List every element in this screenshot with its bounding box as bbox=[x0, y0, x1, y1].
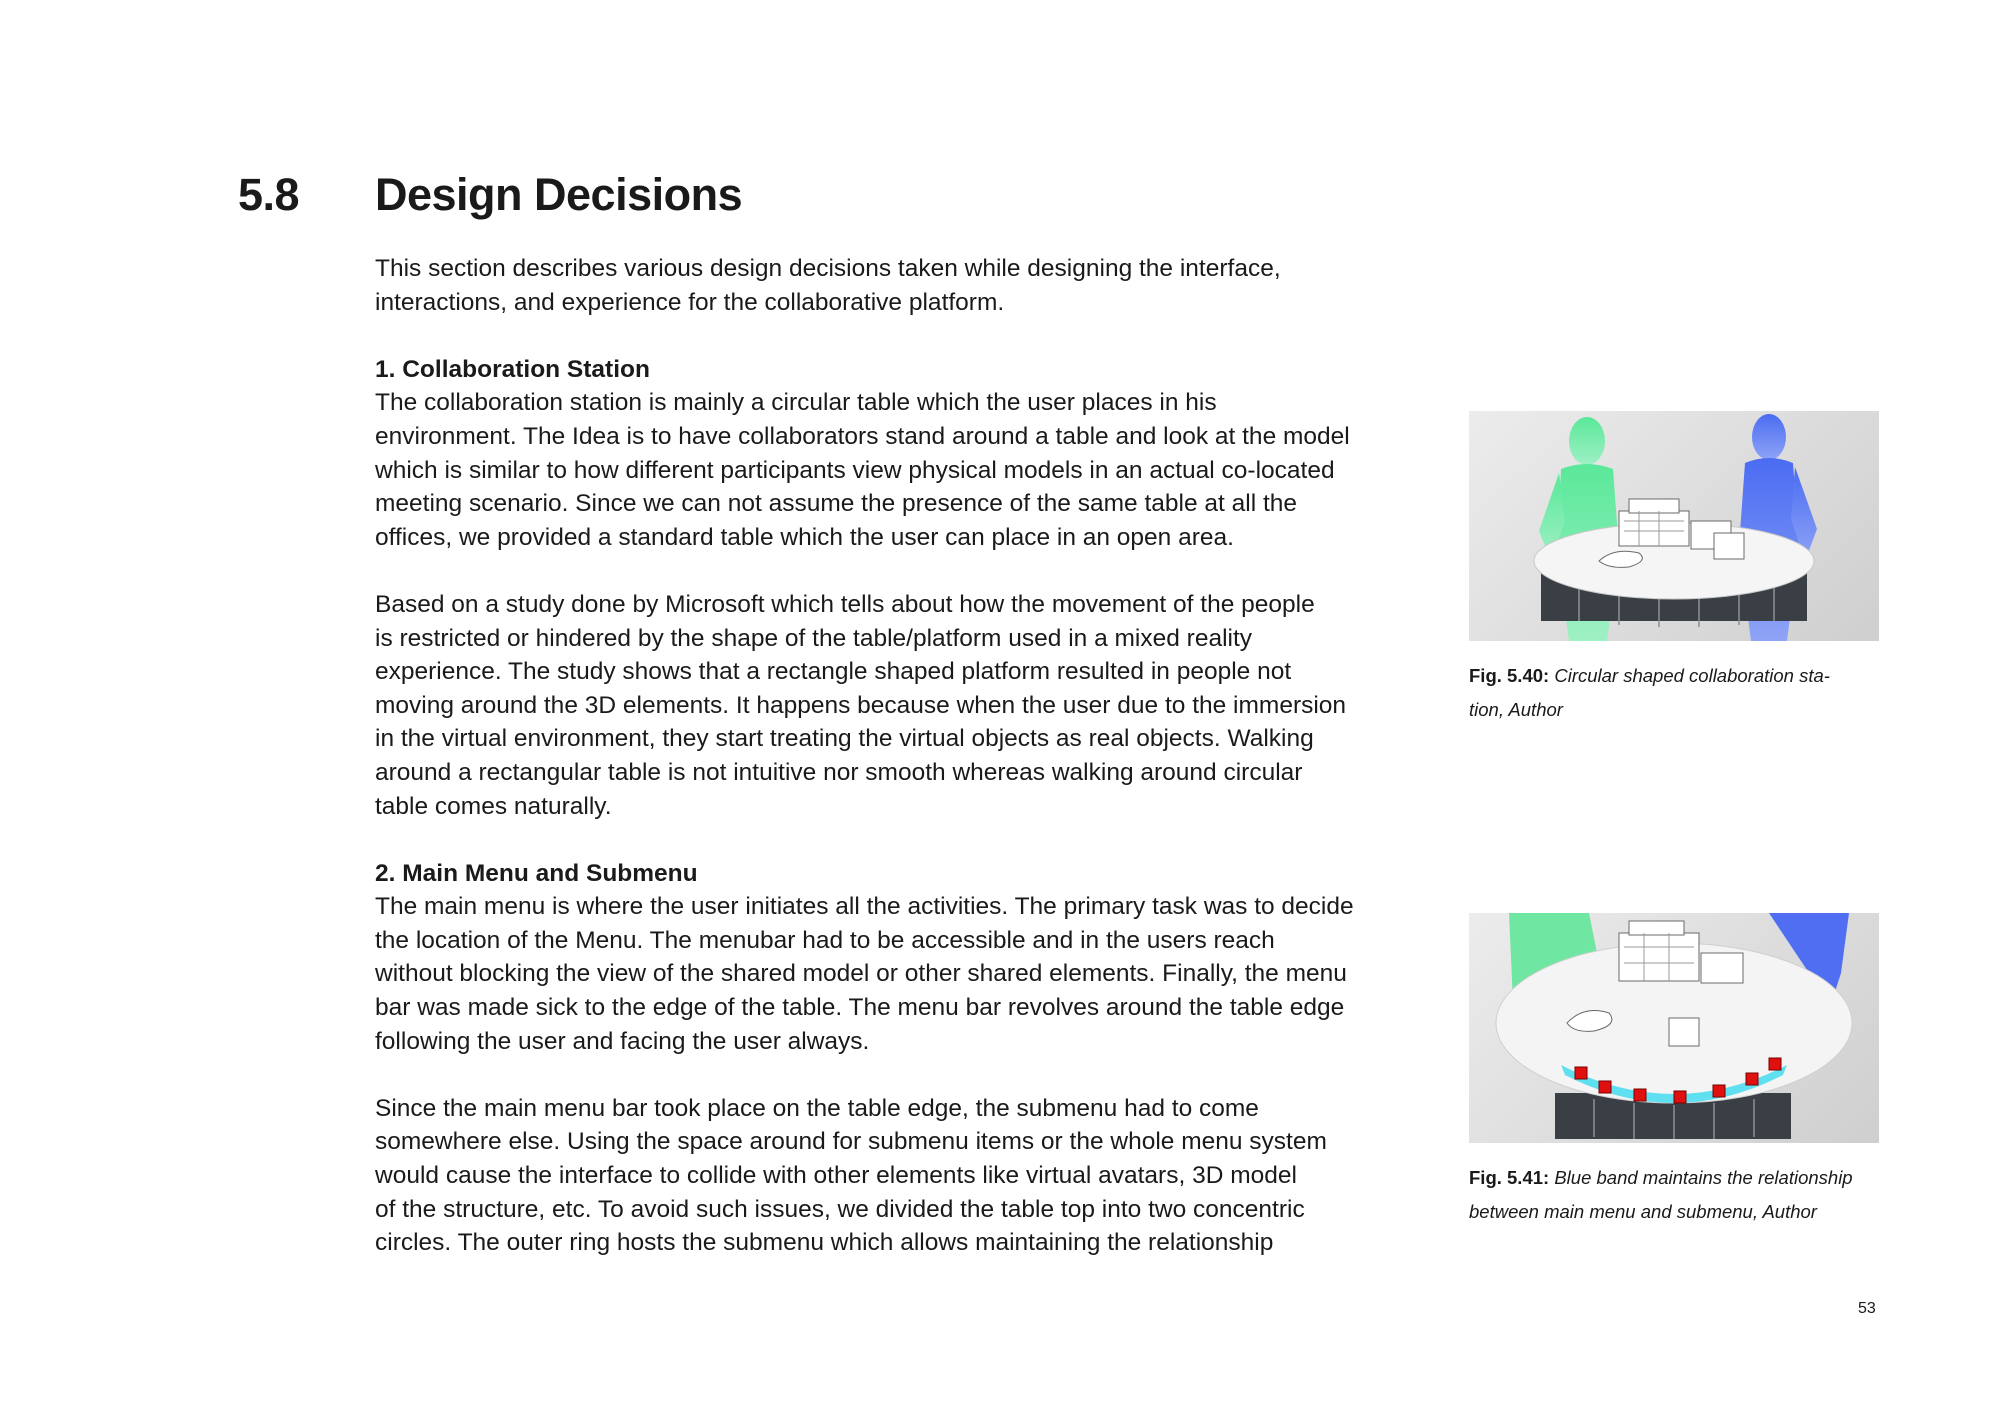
figure-label: Fig. 5.40: bbox=[1469, 665, 1550, 686]
text-line: This section describes various design decisions taken while designing the interface, bbox=[375, 255, 1281, 282]
caption-line bbox=[1469, 1161, 1879, 1195]
text-line: Based on a study done by Microsoft which tells about how the movement of the people bbox=[375, 590, 1315, 618]
subsection-heading-main-menu: 2. Main Menu and Submenu bbox=[375, 859, 698, 887]
text-line: The collaboration station is mainly a circular table which the user places in his bbox=[375, 389, 1217, 417]
text-line: somewhere else. Using the space around for submenu items or the whole menu system bbox=[375, 1128, 1327, 1156]
text-line: environment. The Idea is to have collaborators stand around a table and look at the model bbox=[375, 422, 1350, 450]
text-line: following the user and facing the user always. bbox=[375, 1027, 870, 1055]
body-text bbox=[375, 252, 1355, 1293]
submenu-band-render bbox=[1469, 913, 1879, 1143]
figure-5-41 bbox=[1469, 913, 1879, 1228]
page-number: 53 bbox=[1858, 1300, 1876, 1317]
text-line: in the virtual environment, they start treating the virtual objects as real objects. Walking bbox=[375, 725, 1314, 753]
figure-caption bbox=[1469, 659, 1879, 726]
caption-text: Blue band maintains the relationship bbox=[1554, 1167, 1853, 1188]
text-line: interactions, and experience for the collaborative platform. bbox=[375, 288, 1005, 316]
section-number: 5.8 bbox=[238, 169, 300, 220]
collaboration-station-render bbox=[1469, 411, 1879, 641]
text-line: circles. The outer ring hosts the submenu which allows maintaining the relationship bbox=[375, 1229, 1274, 1257]
caption-text: between main menu and submenu, Author bbox=[1469, 1200, 1817, 1222]
text-line: bar was made sick to the edge of the table. The menu bar revolves around the table edge bbox=[375, 994, 1345, 1022]
text-line: Since the main menu bar took place on the table edge, the submenu had to come bbox=[375, 1094, 1259, 1122]
text-line: offices, we provided a standard table which the user can place in an open area. bbox=[375, 523, 1234, 551]
figure-caption bbox=[1469, 1161, 1879, 1228]
text-line: meeting scenario. Since we can not assume the presence of the same table at all the bbox=[375, 490, 1298, 518]
text-line: of the structure, etc. To avoid such issues, we divided the table top into two concentric bbox=[375, 1195, 1305, 1223]
text-line: around a rectangular table is not intuitive nor smooth whereas walking around circular bbox=[375, 758, 1303, 786]
figure-label: Fig. 5.41: bbox=[1469, 1167, 1550, 1188]
text-line: The main menu is where the user initiates all the activities. The primary task was to decide bbox=[375, 893, 1354, 921]
main-menu-paragraph-1 bbox=[375, 857, 1355, 1059]
caption-text: Circular shaped collaboration sta- bbox=[1554, 665, 1830, 686]
text-line: would cause the interface to collide with other elements like virtual avatars, 3D model bbox=[375, 1162, 1297, 1190]
text-line: moving around the 3D elements. It happens because when the user due to the immersion bbox=[375, 691, 1347, 719]
intro-paragraph bbox=[375, 252, 1355, 319]
collaboration-station-paragraph-1 bbox=[375, 353, 1355, 555]
subsection-heading-collaboration-station: 1. Collaboration Station bbox=[375, 355, 650, 383]
collaboration-station-paragraph-2 bbox=[375, 588, 1355, 823]
text-line: which is similar to how different participants view physical models in an actual co-located bbox=[375, 456, 1335, 484]
text-line: the location of the Menu. The menubar had to be accessible and in the users reach bbox=[375, 926, 1275, 954]
text-line: without blocking the view of the shared model or other shared elements. Finally, the menu bbox=[375, 960, 1347, 988]
main-menu-paragraph-2 bbox=[375, 1092, 1355, 1260]
figure-5-40 bbox=[1469, 411, 1879, 726]
caption-line bbox=[1469, 693, 1879, 727]
section-title: Design Decisions bbox=[375, 169, 743, 220]
caption-line bbox=[1469, 1195, 1879, 1229]
text-line: experience. The study shows that a rectangle shaped platform resulted in people not bbox=[375, 658, 1292, 686]
text-line: is restricted or hindered by the shape of the table/platform used in a mixed reality bbox=[375, 624, 1253, 652]
caption-line bbox=[1469, 659, 1879, 693]
caption-text: tion, Author bbox=[1469, 698, 1563, 720]
text-line: table comes naturally. bbox=[375, 792, 612, 820]
